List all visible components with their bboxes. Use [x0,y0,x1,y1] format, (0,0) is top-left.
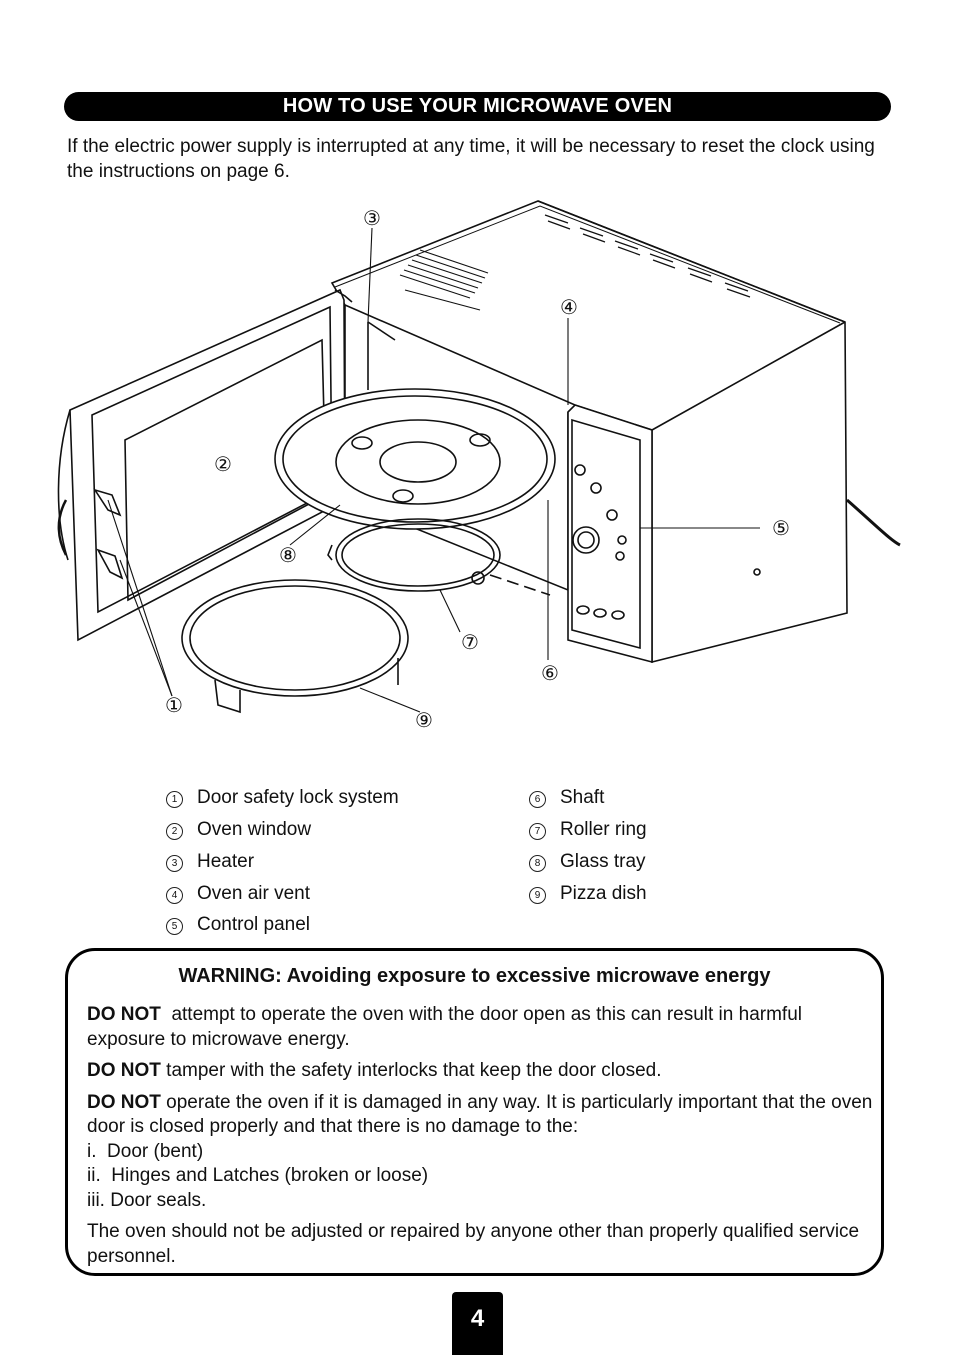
callout-7: ⑦ [461,632,479,654]
damage-list-item: i. Door (bent) [87,1140,204,1162]
section-title: HOW TO USE YOUR MICROWAVE OVEN [282,95,673,117]
legend-left: 1 Door safety lock system 2 Oven window 3 Heater 4 Oven air vent 5 Control panel [166,786,496,946]
callout-1: ① [165,695,183,717]
legend-right: 6 Shaft 7 Roller ring 8 Glass tray 9 Pizza dish [529,786,779,916]
warning-title: WARNING: Avoiding exposure to excessive microwave energy [178,965,771,987]
warning-paragraph-2: DO NOT tamper with the safety interlocks that keep the door closed. [87,1060,662,1081]
callout-5: ⑤ [772,518,790,540]
warning-body [87,1003,877,1276]
pizza-dish-drawing [182,580,408,712]
warning-paragraph-4: The oven should not be adjusted or repaired by anyone other than properly qualified service personnel. [87,1221,860,1267]
glass-tray-drawing [275,389,555,529]
section-title-banner [64,92,891,121]
warning-paragraph-3: DO NOT operate the oven if it is damaged in any way. It is particularly important that the oven door is closed properly and that there is no damage to the: [87,1091,878,1137]
warning-paragraph-1: DO NOT attempt to operate the oven with the door open as this can result in harmful exposure to microwave energy. [87,1004,808,1050]
callout-6: ⑥ [541,663,559,685]
damage-list-item: iii. Door seals. [87,1189,207,1211]
intro-paragraph: If the electric power supply is interrupted at any time, it will be necessary to reset the clock using the instructions on page 6. [67,136,875,182]
page-number: 4 [452,1292,503,1355]
callout-2: ② [214,454,232,476]
roller-ring-drawing [328,519,550,595]
microwave-diagram [0,190,954,750]
callout-4: ④ [560,297,578,319]
callout-3: ③ [363,208,381,230]
warning-box [65,948,884,1276]
callout-8: ⑧ [279,545,297,567]
callout-9: ⑨ [415,710,433,732]
control-panel-drawing [568,405,652,662]
damage-list-item: ii. Hinges and Latches (broken or loose) [87,1165,429,1186]
